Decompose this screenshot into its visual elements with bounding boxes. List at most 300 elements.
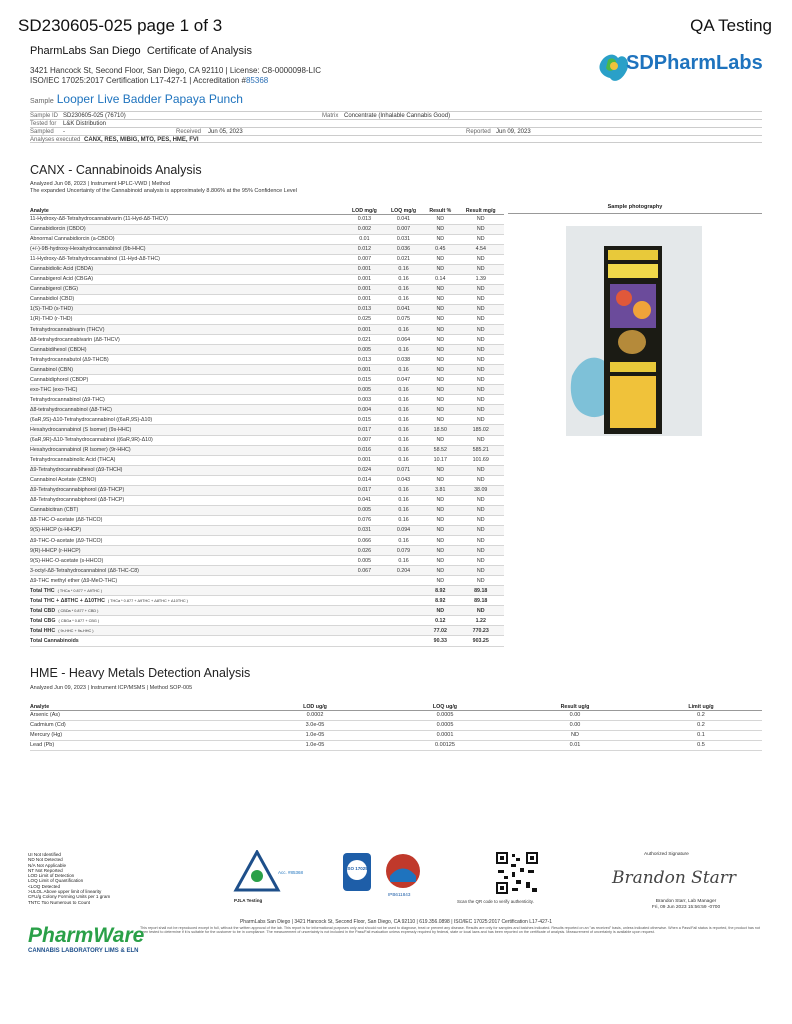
metal-result: 0.00: [510, 710, 640, 720]
total-formula: ( THCa * 0.877 + Δ9THC ): [57, 588, 102, 593]
lab-iso-text: ISO/IEC 17025:2017 Certification L17-427-1 | Accreditation #: [30, 75, 246, 85]
total-formula: ( CBGa * 0.877 + CBG ): [58, 618, 100, 623]
canx-row: [30, 234, 504, 244]
total-name: Total THC: [30, 587, 55, 594]
lod-value: 0.013: [345, 304, 384, 314]
result-mgg: ND: [457, 325, 504, 335]
canx-total-row: [30, 636, 504, 646]
canx-row: [30, 425, 504, 435]
analyses-key: Analyses executed: [30, 136, 81, 143]
lod-value: 0.013: [345, 355, 384, 365]
reported-key: Reported: [466, 128, 491, 135]
analyte-name: Cannabidiphorol (CBDP): [30, 375, 345, 385]
meta-row-id: [30, 111, 762, 119]
disclaimer: This report shall not be reproduced except in full, without the written approval of the lab. This report is for informational purposes only and should not be used to diagnose, treat or prevent any disease. Results are only for samples and batches indicated. Results reported on an "as received" basis, unless indicated otherwise. When a Pass/Fail status is reported, the product has not been tested to determine if it is suitable for the customer to be in compliance. The measurement of uncertainty is not included in the Pass/Fail evaluation unless expressly required by federal, state or local laws and has been reported on the certificate of analysis. Measurement of uncertainty is available upon request.: [140, 926, 760, 935]
sample-photo-header: Sample photography: [508, 198, 762, 214]
result-percent: ND: [423, 254, 457, 264]
result-mgg: ND: [457, 536, 504, 546]
canx-row: [30, 505, 504, 515]
canx-row: [30, 485, 504, 495]
total-percent: 8.92: [423, 586, 457, 596]
signature: Brandon Starr: [612, 868, 737, 888]
loq-value: 0.16: [384, 505, 423, 515]
total-percent: 90.33: [423, 636, 457, 646]
loq-value: 0.071: [384, 465, 423, 475]
lab-address: 3421 Hancock St, Second Floor, San Diego, CA 92110 | License: C8-0000098-LIC: [30, 66, 321, 75]
canx-row: [30, 556, 504, 566]
loq-value: 0.094: [384, 525, 423, 535]
result-mgg: ND: [457, 304, 504, 314]
matrix-value: Concentrate (Inhalable Cannabis Good): [344, 112, 451, 119]
loq-value: 0.16: [384, 495, 423, 505]
canx-row: [30, 395, 504, 405]
lod-value: 0.001: [345, 365, 384, 375]
analyte-name: Cannabigerol (CBG): [30, 284, 345, 294]
metal-result: ND: [510, 730, 640, 740]
lod-value: 0.026: [345, 546, 384, 556]
sample-name: Looper Live Badder Papaya Punch: [56, 92, 243, 106]
loq-value: 0.16: [384, 365, 423, 375]
result-percent: ND: [423, 515, 457, 525]
result-mgg: ND: [457, 214, 504, 224]
legend-item: TNTC Too Numerous to Count: [28, 899, 90, 905]
analyte-name: (6aR,9S)-Δ10-Tetrahydrocannabinol ((6aR,9S)-Δ10): [30, 415, 345, 425]
loq-value: 0.064: [384, 335, 423, 345]
result-mgg: 101.69: [457, 455, 504, 465]
result-mgg: ND: [457, 515, 504, 525]
lod-value: 0.005: [345, 345, 384, 355]
result-mgg: ND: [457, 556, 504, 566]
analyte-name: 1(R)-THD (r-THD): [30, 314, 345, 324]
lab-title: [30, 45, 252, 57]
analyte-name: Tetrahydrocannabutol (Δ9-THCB): [30, 355, 345, 365]
result-percent: 3.81: [423, 485, 457, 495]
metal-lod: 0.0002: [250, 710, 380, 720]
hme-title: HME - Heavy Metals Detection Analysis: [30, 666, 251, 680]
total-formula: ( THCa * 0.877 + Δ9THC + Δ8THC + Δ10THC ): [107, 598, 188, 603]
result-mgg: ND: [457, 576, 504, 586]
analyte-name: Cannabidiolic Acid (CBDA): [30, 264, 345, 274]
loq-value: 0.16: [384, 345, 423, 355]
lod-value: 0.001: [345, 294, 384, 304]
canx-row: [30, 465, 504, 475]
total-label: [30, 626, 345, 636]
total-mgg: 89.18: [457, 596, 504, 606]
meta-row-dates: [30, 127, 762, 135]
logo-text: SDPharmLabs: [626, 52, 763, 74]
analyte-name: Δ9-THC methyl ether (Δ9-MeO-THC): [30, 576, 345, 586]
lod-value: 0.007: [345, 254, 384, 264]
result-percent: ND: [423, 345, 457, 355]
hme-row: [30, 720, 762, 730]
loq-value: 0.204: [384, 566, 423, 576]
result-percent: ND: [423, 495, 457, 505]
lod-value: 0.021: [345, 335, 384, 345]
received-key: Received: [176, 128, 202, 135]
loq-value: 0.16: [384, 395, 423, 405]
result-mgg: ND: [457, 345, 504, 355]
result-percent: ND: [423, 325, 457, 335]
result-percent: ND: [423, 505, 457, 515]
canx-row: [30, 536, 504, 546]
analyte-name: 9(S)-HHCP (s-HHCP): [30, 525, 345, 535]
loq-value: 0.16: [384, 325, 423, 335]
hme-body: [30, 710, 762, 750]
result-mgg: ND: [457, 264, 504, 274]
lod-value: 0.016: [345, 445, 384, 455]
analyte-name: Δ9-Tetrahydrocannabihexol (Δ9-THCH): [30, 465, 345, 475]
legend-item: >ULOL Above upper limit of linearity: [28, 889, 102, 895]
result-percent: ND: [423, 264, 457, 274]
result-percent: ND: [423, 224, 457, 234]
analyte-name: Tetrahydrocannabivarin (THCV): [30, 325, 345, 335]
result-percent: 0.45: [423, 244, 457, 254]
result-mgg: 585.21: [457, 445, 504, 455]
result-percent: ND: [423, 375, 457, 385]
analyte-name: exo-THC (exo-THC): [30, 385, 345, 395]
lod-value: 0.025: [345, 314, 384, 324]
total-percent: ND: [423, 606, 457, 616]
canx-row: [30, 525, 504, 535]
canx-row: [30, 435, 504, 445]
legend-item: LOD Limit of Detection: [28, 873, 75, 879]
metal-loq: 0.0005: [380, 710, 510, 720]
result-percent: ND: [423, 385, 457, 395]
canx-row: [30, 576, 504, 586]
loq-value: 0.16: [384, 455, 423, 465]
doc-type: Certificate of Analysis: [146, 45, 252, 57]
loq-value: 0.16: [384, 515, 423, 525]
analyses-value: CANX, RES, MIBIG, MTO, PES, HME, FVI: [84, 136, 199, 143]
analyte-name: Δ8-tetrahydrocannabinol (Δ8-THC): [30, 405, 345, 415]
legend-item: LOQ Limit of Quantification: [28, 878, 84, 884]
total-name: Total CBD: [30, 607, 56, 614]
loq-value: 0.16: [384, 264, 423, 274]
canx-row: [30, 244, 504, 254]
canx-row: [30, 475, 504, 485]
analyte-name: Δ8-THC-O-acetate (Δ8-THCO): [30, 515, 345, 525]
col-result-pct: Result %: [423, 198, 457, 214]
tested-for-value: L&K Distribution: [63, 120, 107, 127]
metal-loq: 0.0001: [380, 730, 510, 740]
result-mgg: ND: [457, 525, 504, 535]
result-mgg: ND: [457, 495, 504, 505]
canx-row: [30, 314, 504, 324]
lod-value: 0.007: [345, 435, 384, 445]
hme-row: [30, 710, 762, 720]
signer-block: [634, 899, 738, 910]
result-percent: 10.17: [423, 455, 457, 465]
metal-loq: 0.00125: [380, 740, 510, 750]
lod-value: 0.067: [345, 566, 384, 576]
loq-value: 0.047: [384, 375, 423, 385]
loq-value: 0.041: [384, 304, 423, 314]
lod-value: 0.013: [345, 214, 384, 224]
analyte-name: Cannabidiorcin (CBDO): [30, 224, 345, 234]
analyte-name: 9(S)-HHC-O-acetate (s-HHCO): [30, 556, 345, 566]
sample-meta: [30, 111, 762, 143]
result-percent: ND: [423, 355, 457, 365]
hme-col-result: Result ug/g: [510, 696, 640, 710]
result-percent: ND: [423, 314, 457, 324]
lod-value: 0.005: [345, 556, 384, 566]
canx-row: [30, 325, 504, 335]
loq-value: 0.16: [384, 385, 423, 395]
total-formula: ( CBDa * 0.877 + CBD ): [58, 608, 99, 613]
metal-name: Arsenic (As): [30, 710, 250, 720]
metal-limit: 0.2: [640, 720, 762, 730]
canx-row: [30, 515, 504, 525]
ipb-seal-icon: [384, 852, 422, 890]
legend-item: CFU/g Colony Forming Units per 1 gram: [28, 894, 111, 900]
lod-value: 0.01: [345, 234, 384, 244]
sample-id-value: SD230605-025 (76710): [63, 112, 126, 119]
pjla-label: PJLA Testing: [234, 898, 263, 903]
result-mgg: ND: [457, 546, 504, 556]
loq-value: 0.075: [384, 314, 423, 324]
metal-limit: 0.2: [640, 710, 762, 720]
canx-uncertainty: The expanded Uncertainty of the Cannabinoid analysis is approximately 8.806% at the 95% Confidence Level: [30, 188, 297, 194]
canx-row: [30, 254, 504, 264]
metal-limit: 0.5: [640, 740, 762, 750]
canx-row: [30, 304, 504, 314]
result-mgg: 38.09: [457, 485, 504, 495]
canx-row: [30, 566, 504, 576]
pjla-accreditation: Acc. #85368: [278, 870, 304, 875]
sample-photo: [566, 226, 702, 436]
canx-total-row: [30, 596, 504, 606]
analyte-name: Tetrahydrocannabinolic Acid (THCA): [30, 455, 345, 465]
lod-value: 0.066: [345, 536, 384, 546]
result-mgg: ND: [457, 365, 504, 375]
cannabinoid-table: [30, 198, 504, 647]
result-percent: ND: [423, 525, 457, 535]
reported-value: Jun 09, 2023: [496, 128, 531, 135]
signature-date: Fri, 09 Jun 2023 15:56:59 -0700: [651, 904, 721, 910]
metal-lod: 3.0e-05: [250, 720, 380, 730]
result-mgg: ND: [457, 395, 504, 405]
pharmware-logo: PharmWare: [28, 924, 145, 947]
canx-row: [30, 385, 504, 395]
loq-value: 0.036: [384, 244, 423, 254]
lod-value: 0.003: [345, 395, 384, 405]
pjla-logo: [232, 850, 282, 898]
loq-value: 0.007: [384, 224, 423, 234]
metal-result: 0.01: [510, 740, 640, 750]
hme-analyzed: Analyzed Jun 09, 2023 | Instrument ICP/MSMS | Method SOP-005: [30, 685, 193, 691]
analyte-name: Δ9-THC-O-acetate (Δ9-THCO): [30, 536, 345, 546]
total-percent: 0.12: [423, 616, 457, 626]
lab-iso: [30, 76, 321, 86]
lod-value: 0.001: [345, 455, 384, 465]
loq-value: 0.031: [384, 234, 423, 244]
total-label: [30, 606, 345, 616]
lod-value: 0.041: [345, 495, 384, 505]
received-value: Jun 05, 2023: [208, 128, 243, 135]
analyte-name: 11-Hydroxy-Δ8-Tetrahydrocannabinol (11-Hyd-Δ8-THC): [30, 254, 345, 264]
lab-name: PharmLabs San Diego: [30, 45, 141, 57]
lod-value: 0.001: [345, 284, 384, 294]
meta-row-tested: [30, 119, 762, 127]
result-percent: ND: [423, 415, 457, 425]
analyte-name: Tetrahydrocannabinol (Δ9-THC): [30, 395, 345, 405]
analyte-name: 1(S)-THD (s-THD): [30, 304, 345, 314]
analyte-name: Hexahydrocannabinol (R Isomer) (9r-HHC): [30, 445, 345, 455]
result-percent: ND: [423, 475, 457, 485]
result-mgg: ND: [457, 234, 504, 244]
result-mgg: ND: [457, 314, 504, 324]
meta-row-analyses: [30, 135, 762, 143]
result-percent: ND: [423, 536, 457, 546]
total-percent: 8.92: [423, 596, 457, 606]
canx-row: [30, 365, 504, 375]
loq-value: 0.16: [384, 415, 423, 425]
result-mgg: ND: [457, 505, 504, 515]
result-mgg: ND: [457, 415, 504, 425]
result-mgg: ND: [457, 465, 504, 475]
analyte-name: Δ8-Tetrahydrocannabiphorol (Δ8-THCP): [30, 495, 345, 505]
analyte-name: 11-Hydroxy-Δ8-Tetrahydrocannabivarin (11-Hyd-Δ8-THCV): [30, 214, 345, 224]
metal-name: Mercury (Hg): [30, 730, 250, 740]
ipb-number: IPB611843: [388, 892, 411, 897]
result-mgg: 185.02: [457, 425, 504, 435]
verification-qr-code[interactable]: [494, 850, 540, 896]
metal-loq: 0.0005: [380, 720, 510, 730]
result-percent: ND: [423, 335, 457, 345]
metal-result: 0.00: [510, 720, 640, 730]
loq-value: 0.16: [384, 274, 423, 284]
total-mgg: 89.18: [457, 586, 504, 596]
hme-col-limit: Limit ug/g: [640, 696, 762, 710]
lod-value: 0.024: [345, 465, 384, 475]
total-mgg: ND: [457, 606, 504, 616]
result-percent: 0.14: [423, 274, 457, 284]
result-mgg: ND: [457, 294, 504, 304]
analyte-name: Δ8-tetrahydrocannabivarin (Δ8-THCV): [30, 335, 345, 345]
result-percent: ND: [423, 234, 457, 244]
result-mgg: ND: [457, 375, 504, 385]
report-id-header: SD230605-025 page 1 of 3: [18, 16, 223, 35]
loq-value: 0.041: [384, 214, 423, 224]
canx-row: [30, 224, 504, 234]
col-loq: LOQ mg/g: [384, 198, 423, 214]
result-mgg: ND: [457, 355, 504, 365]
lod-value: 0.005: [345, 385, 384, 395]
total-formula: ( 9r-HHC + 9s-HHC ): [58, 628, 94, 633]
qr-instruction: Scan the QR code to verify authenticity.: [457, 899, 534, 904]
col-result-mgg: Result mg/g: [457, 198, 504, 214]
result-percent: ND: [423, 395, 457, 405]
result-percent: ND: [423, 304, 457, 314]
result-mgg: ND: [457, 284, 504, 294]
analyte-name: Cannabidiol (CBD): [30, 294, 345, 304]
result-percent: ND: [423, 435, 457, 445]
hme-col-loq: LOQ ug/g: [380, 696, 510, 710]
legend-item: ND Not Detected: [28, 857, 63, 863]
canx-row: [30, 405, 504, 415]
result-percent: ND: [423, 284, 457, 294]
canx-row: [30, 345, 504, 355]
analyte-name: Cannabinol (CBN): [30, 365, 345, 375]
result-percent: 18.50: [423, 425, 457, 435]
lod-value: 0.031: [345, 525, 384, 535]
canx-header-row: [30, 198, 504, 214]
metal-lod: 1.0e-05: [250, 730, 380, 740]
canx-row: [30, 375, 504, 385]
sample-label: Sample: [30, 98, 54, 105]
canx-total-row: [30, 606, 504, 616]
sampled-value: -: [63, 128, 65, 135]
lod-value: [345, 576, 384, 586]
lod-value: 0.001: [345, 274, 384, 284]
lod-value: 0.014: [345, 475, 384, 485]
lod-value: 0.076: [345, 515, 384, 525]
hme-col-lod: LOD ug/g: [250, 696, 380, 710]
hme-header-row: [30, 696, 762, 710]
legend-item: NT Not Reported: [28, 867, 63, 873]
canx-row: [30, 445, 504, 455]
loq-value: 0.16: [384, 425, 423, 435]
result-percent: ND: [423, 405, 457, 415]
total-name: Total CBG: [30, 617, 56, 624]
loq-value: 0.16: [384, 284, 423, 294]
total-name: Total HHC: [30, 627, 56, 634]
footer-address: PharmLabs San Diego | 3421 Hancock St, Second Floor, San Diego, CA 92110 | 619.356.0898 | ISO/IEC 17025:2017 Certification L17-427-1: [239, 919, 553, 925]
lod-value: 0.002: [345, 224, 384, 234]
col-lod: LOD mg/g: [345, 198, 384, 214]
legend-item: UI Not Identified: [28, 852, 61, 857]
total-percent: 77.02: [423, 626, 457, 636]
canx-total-row: [30, 626, 504, 636]
result-mgg: ND: [457, 224, 504, 234]
result-percent: ND: [423, 365, 457, 375]
col-analyte: Analyte: [30, 198, 345, 214]
legend-item: <LOQ Detected: [28, 883, 61, 889]
lod-value: 0.017: [345, 485, 384, 495]
accreditation-link[interactable]: 85368: [245, 75, 269, 85]
sample-line: [30, 92, 243, 106]
sampled-key: Sampled: [30, 128, 54, 135]
metal-name: Lead (Pb): [30, 740, 250, 750]
total-label: [30, 636, 345, 646]
hme-row: [30, 730, 762, 740]
heavy-metals-table: [30, 696, 762, 751]
legend-item: N/A Not Applicable: [28, 862, 67, 868]
result-percent: ND: [423, 294, 457, 304]
result-mgg: 4.54: [457, 244, 504, 254]
analyte-name: Cannabigerol Acid (CBGA): [30, 274, 345, 284]
canx-row: [30, 495, 504, 505]
loq-value: [384, 576, 423, 586]
canx-row: [30, 355, 504, 365]
lod-value: 0.015: [345, 415, 384, 425]
metal-name: Cadmium (Cd): [30, 720, 250, 730]
canx-row: [30, 284, 504, 294]
lod-value: 0.001: [345, 264, 384, 274]
loq-value: 0.038: [384, 355, 423, 365]
total-label: [30, 586, 345, 596]
canx-row: [30, 335, 504, 345]
result-percent: ND: [423, 214, 457, 224]
canx-total-row: [30, 586, 504, 596]
iso-badge-icon: [342, 852, 372, 892]
result-mgg: 1.39: [457, 274, 504, 284]
canx-row: [30, 415, 504, 425]
analyte-name: 3-octyl-Δ8-Tetrahydrocannabinol (Δ8-THC-C8): [30, 566, 345, 576]
result-mgg: ND: [457, 335, 504, 345]
result-percent: ND: [423, 546, 457, 556]
canx-row: [30, 274, 504, 284]
